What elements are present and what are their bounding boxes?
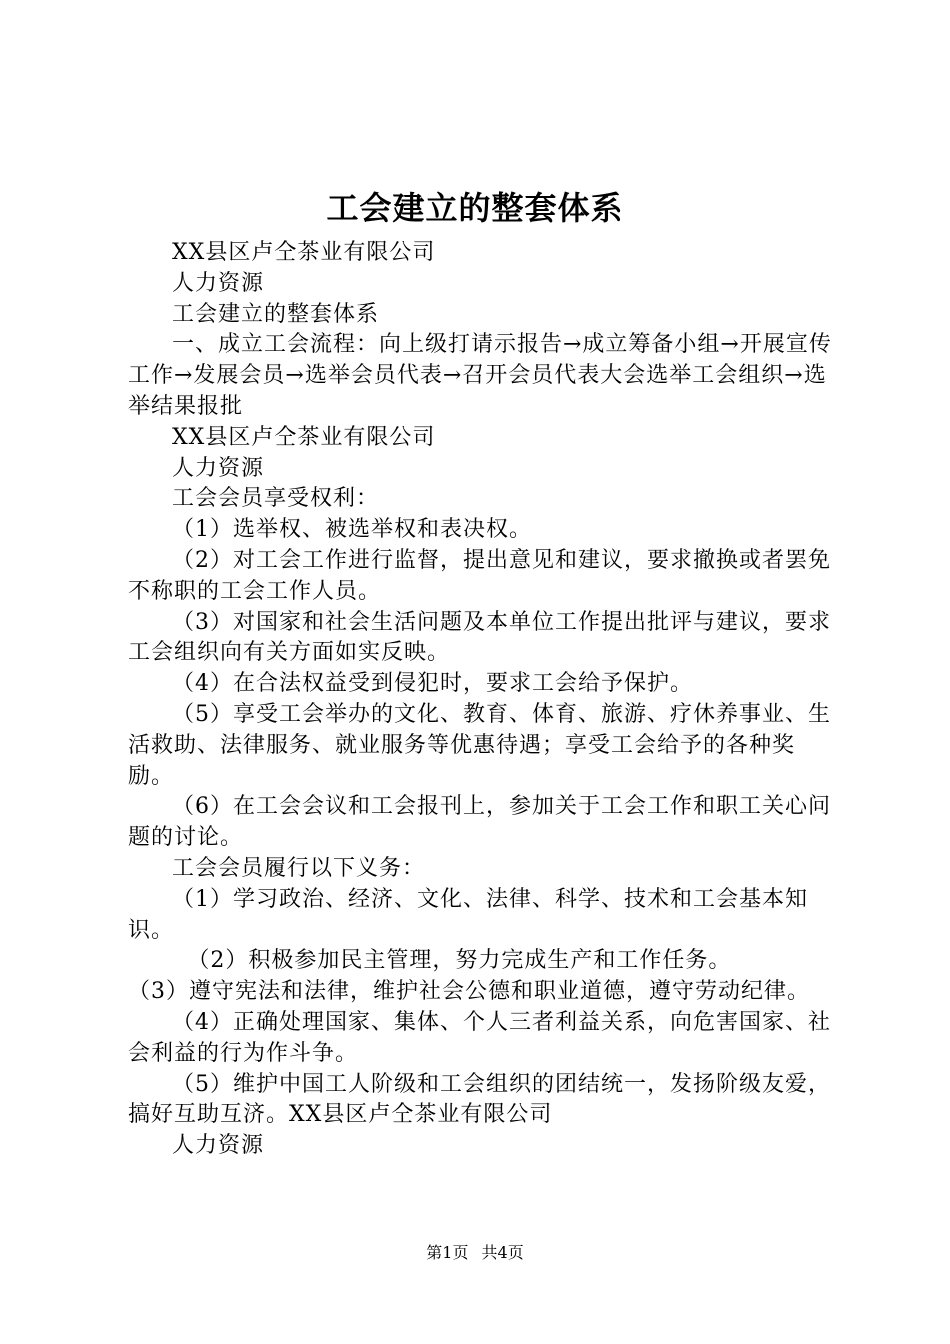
paragraph-department: 人力资源 bbox=[172, 455, 265, 481]
document-body bbox=[128, 238, 840, 1162]
rights-item: （2）对工会工作进行监督，提出意见和建议，要求撤换或者罢免不称职的工会工作人员。 bbox=[128, 547, 831, 604]
page-number: 第1页 bbox=[426, 1243, 469, 1262]
duties-item: （4）正确处理国家、集体、个人三者利益关系，向危害国家、社会利益的行为作斗争。 bbox=[128, 1009, 831, 1066]
paragraph-department: 人力资源 bbox=[172, 1133, 265, 1159]
page-total: 共4页 bbox=[481, 1243, 524, 1262]
duties-heading: 工会会员履行以下义务： bbox=[172, 855, 426, 881]
rights-item: （3）对国家和社会生活问题及本单位工作提出批评与建议，要求工会组织向有关方面如实反映。 bbox=[128, 609, 831, 666]
paragraph-company: XX县区卢仝茶业有限公司 bbox=[172, 424, 436, 450]
duties-item: （3）遵守宪法和法律，维护社会公德和职业道德，遵守劳动纪律。 bbox=[128, 979, 810, 1005]
duties-item: （5）维护中国工人阶级和工会组织的团结统一，发扬阶级友爱，搞好互助互济。XX县区卢仝茶业有限公司 bbox=[128, 1071, 831, 1128]
duties-item: （1）学习政治、经济、文化、法律、科学、技术和工会基本知识。 bbox=[128, 886, 808, 943]
page-footer bbox=[0, 1242, 950, 1264]
rights-heading: 工会会员享受权利： bbox=[172, 486, 380, 512]
rights-item: （1）选举权、被选举权和表决权。 bbox=[172, 517, 532, 543]
document-title: 工会建立的整套体系 bbox=[326, 189, 624, 227]
paragraph-subtitle: 工会建立的整套体系 bbox=[172, 301, 380, 327]
rights-item: （4）在合法权益受到侵犯时，要求工会给予保护。 bbox=[172, 671, 693, 697]
rights-item: （5）享受工会举办的文化、教育、体育、旅游、疗休养事业、生活救助、法律服务、就业服务等优惠待遇；享受工会给予的各种奖励。 bbox=[128, 701, 831, 789]
paragraph-company: XX县区卢仝茶业有限公司 bbox=[172, 240, 436, 265]
paragraph-department: 人力资源 bbox=[172, 270, 265, 296]
paragraph-process: 一、成立工会流程：向上级打请示报告→成立筹备小组→开展宣传工作→发展会员→选举会员代表→召开会员代表大会选举工会组织→选举结果报批 bbox=[128, 332, 832, 419]
rights-item: （6）在工会会议和工会报刊上，参加关于工会工作和职工关心问题的讨论。 bbox=[128, 794, 831, 851]
duties-item: （2）积极参加民主管理，努力完成生产和工作任务。 bbox=[187, 948, 732, 974]
